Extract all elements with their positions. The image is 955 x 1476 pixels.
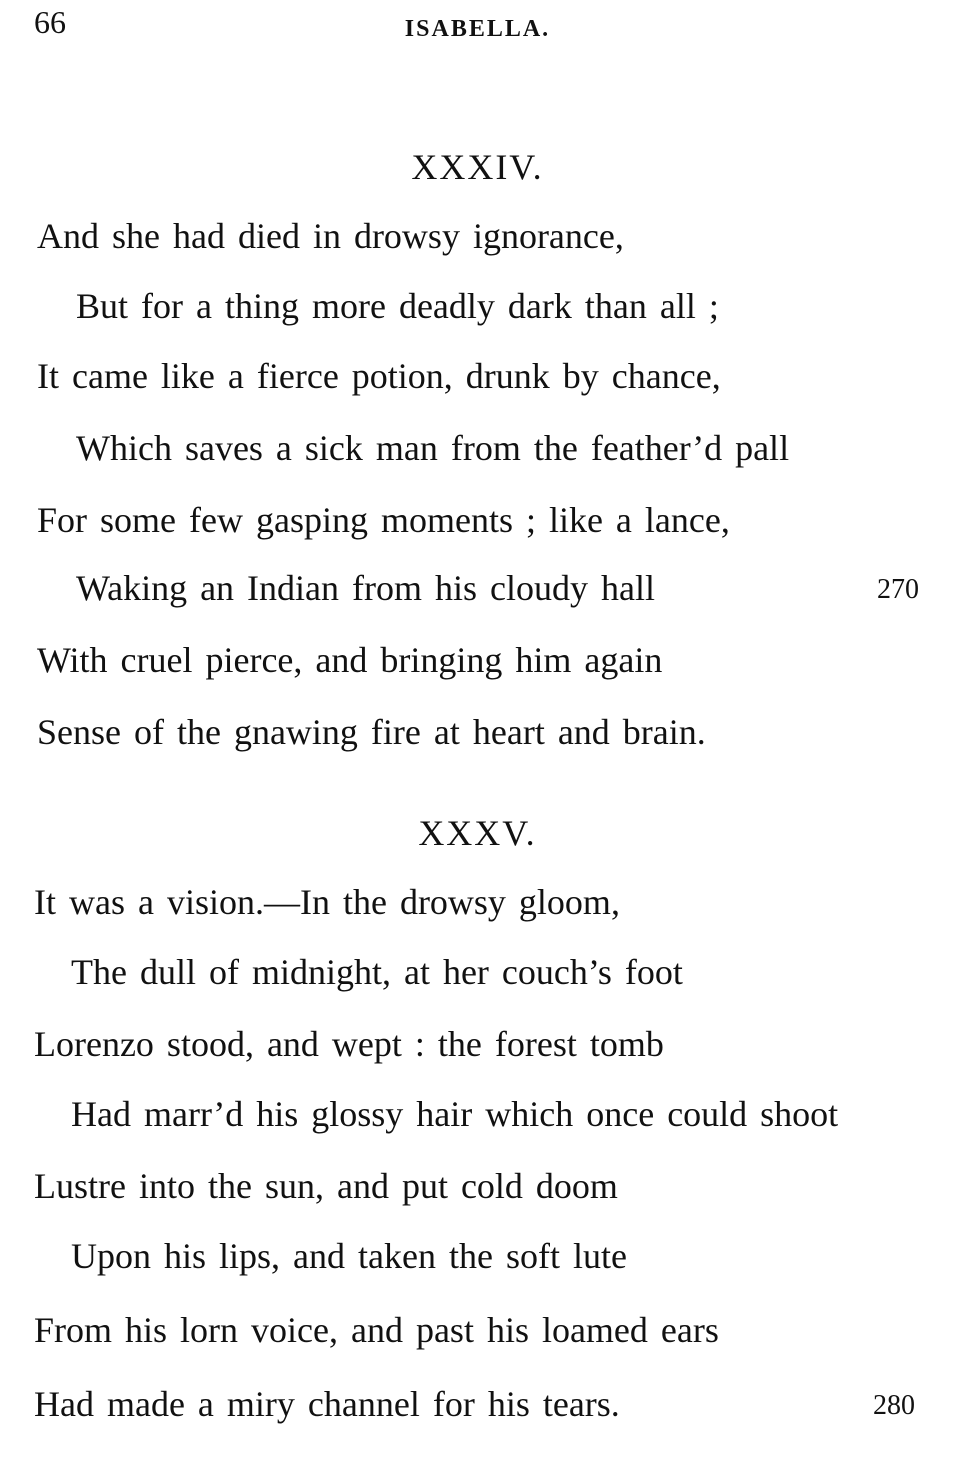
verse-line: Sense of the gnawing fire at heart and brain. (37, 712, 706, 752)
verse-line: Lustre into the sun, and put cold doom (34, 1166, 618, 1206)
verse-line: It came like a fierce potion, drunk by chance, (37, 356, 721, 396)
verse-line: Lorenzo stood, and wept : the forest tomb (34, 1024, 664, 1064)
verse-line: From his lorn voice, and past his loamed ears (34, 1310, 719, 1350)
stanza-number: XXXIV. (411, 147, 544, 187)
page-header (0, 2, 955, 46)
verse-line: The dull of midnight, at her couch’s foot (71, 952, 683, 992)
verse-line: Had made a miry channel for his tears. (34, 1384, 620, 1424)
line-number: 270 (877, 574, 919, 605)
line-number: 280 (873, 1390, 915, 1421)
verse-line: Upon his lips, and taken the soft lute (71, 1236, 627, 1276)
stanza-number: XXXV. (418, 813, 537, 853)
verse-line: It was a vision.—In the drowsy gloom, (34, 882, 620, 922)
verse-line: With cruel pierce, and bringing him again (37, 640, 663, 680)
running-title: ISABELLA. (404, 16, 551, 42)
verse-line: For some few gasping moments ; like a lance, (37, 500, 730, 540)
verse-line: But for a thing more deadly dark than all ; (76, 286, 719, 326)
verse-line: Which saves a sick man from the feather’d pall (76, 428, 790, 468)
verse-line: Waking an Indian from his cloudy hall (76, 568, 655, 608)
page-number: 66 (34, 4, 66, 40)
verse-line: Had marr’d his glossy hair which once could shoot (71, 1094, 839, 1134)
verse-line: And she had died in drowsy ignorance, (37, 216, 624, 256)
